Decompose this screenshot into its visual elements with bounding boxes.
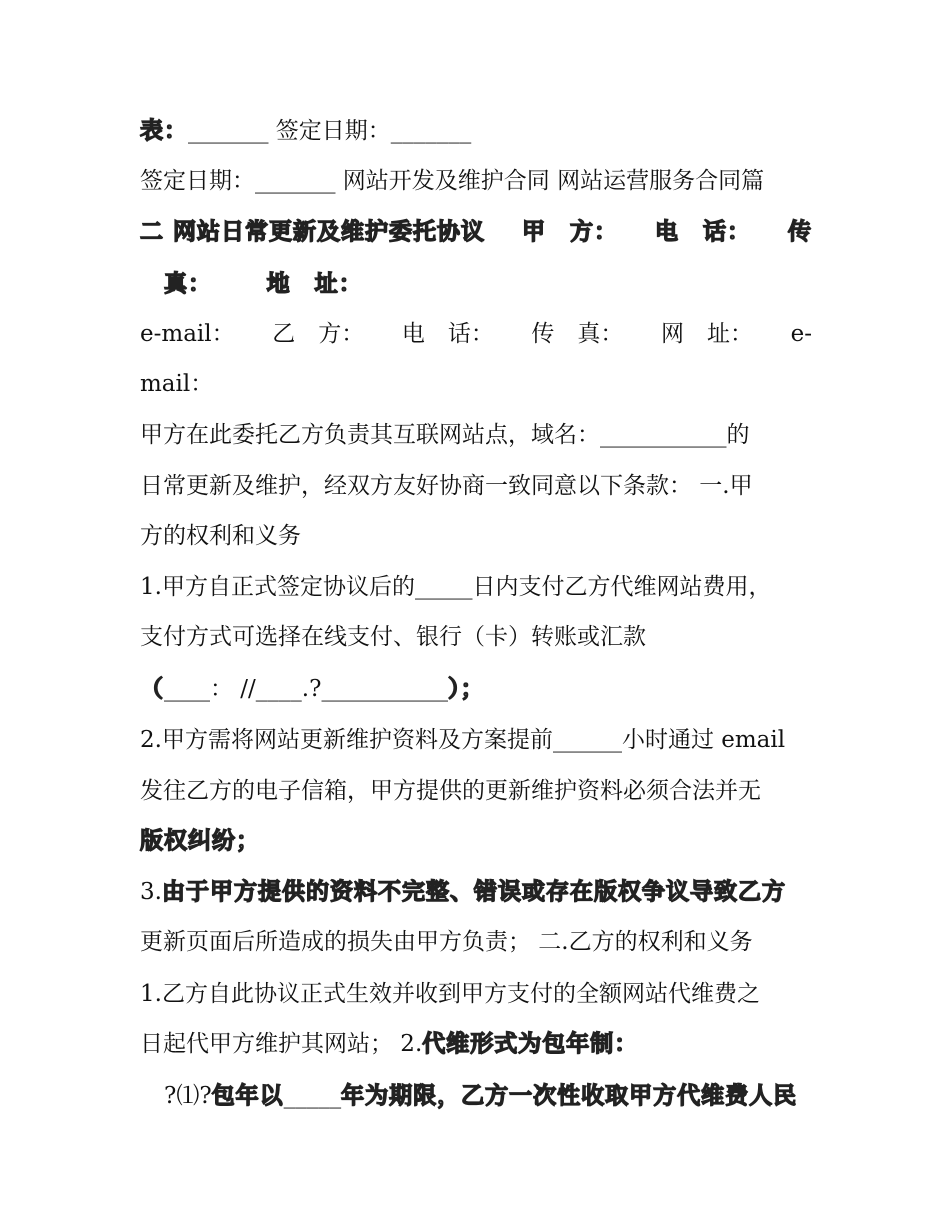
clause-a2-line3: 版权纠纷； xyxy=(140,828,260,854)
party-b-email-label-start: e- xyxy=(790,321,812,347)
clause-b1-line2 xyxy=(140,1029,812,1059)
clause-a1-line3 xyxy=(140,674,812,704)
clause-b2-text: 代维形式为包年制： xyxy=(422,1031,639,1057)
clause-b2-sub1 xyxy=(164,1081,812,1111)
clause-b1-text: 日起代甲方维护其网站； 2. xyxy=(140,1031,423,1057)
clause-a3-text: 由于甲方提供的资料不完整、错误或存在版权争议导致乙方 xyxy=(161,879,786,905)
party-a-email-label: e-mail： xyxy=(140,321,235,347)
party-a-address-line xyxy=(164,269,464,299)
clause-a1-line2: 支付方式可选择在线支付、银行（卡）转账或汇款 xyxy=(140,624,646,650)
party-a-label: 甲 方： xyxy=(522,219,618,245)
close-bracket: ）； xyxy=(447,676,485,702)
representative-label: 表： xyxy=(140,118,188,144)
sub-item-blank: _____ xyxy=(283,1083,342,1109)
clause-a3-line1 xyxy=(140,877,812,907)
section-heading-party-a: 方的权利和义务 xyxy=(140,523,301,549)
sub-item-marker: ?⑴? xyxy=(164,1083,212,1109)
signature-line xyxy=(140,116,812,146)
clause-a2-line1: 2.甲方需将网站更新维护资料及方案提前______小时通过 email xyxy=(140,727,786,753)
party-a-address-label: 地 址： xyxy=(266,271,363,297)
party-a-phone-label: 电 话： xyxy=(654,219,751,245)
contract-title-line: 签定日期：_______ 网站开发及维护合同 网站运营服务合同篇 xyxy=(140,168,765,194)
party-b-label: 乙 方： xyxy=(272,321,365,347)
party-b-fax-label: 传 真： xyxy=(531,321,624,347)
paragraph-intro-1: 甲方在此委托乙方负责其互联网站点，域名：___________的 xyxy=(140,422,750,448)
sub-item-text-a: 包年以 xyxy=(211,1083,284,1109)
agreement-title: 二 网站日常更新及维护委托协议 xyxy=(140,219,486,245)
clause-a3-line2: 更新页面后所造成的损失由甲方负责； 二.乙方的权利和义务 xyxy=(140,929,753,955)
paragraph-intro-2: 日常更新及维护，经双方友好协商一致同意以下条款： 一.甲 xyxy=(140,473,753,499)
party-b-email-line: mail： xyxy=(140,371,214,397)
party-a-fax-label-end: 真： xyxy=(164,271,212,297)
party-b-phone-label: 电 话： xyxy=(401,321,494,347)
clause-a1-line1: 1.甲方自正式签定协议后的_____日内支付乙方代维网站费用， xyxy=(140,574,772,600)
party-a-fax-label-start: 传 xyxy=(787,219,812,245)
signing-date-text: _______ 签定日期：_______ xyxy=(188,118,472,144)
clause-a3-number: 3. xyxy=(140,879,162,905)
party-a-header-line xyxy=(140,217,812,247)
account-blank: ____： //____.?___________ xyxy=(164,676,448,702)
clause-b1-line1: 1.乙方自此协议正式生效并收到甲方支付的全额网站代维费之 xyxy=(140,981,760,1007)
clause-a2-line2: 发往乙方的电子信箱，甲方提供的更新维护资料必须合法并无 xyxy=(140,778,761,804)
party-b-website-label: 网 址： xyxy=(661,321,753,347)
open-bracket: （ xyxy=(140,676,164,702)
sub-item-text-b: 年为期限，乙方一次性收取甲方代维费人民 xyxy=(341,1083,798,1109)
party-b-line xyxy=(140,319,812,349)
